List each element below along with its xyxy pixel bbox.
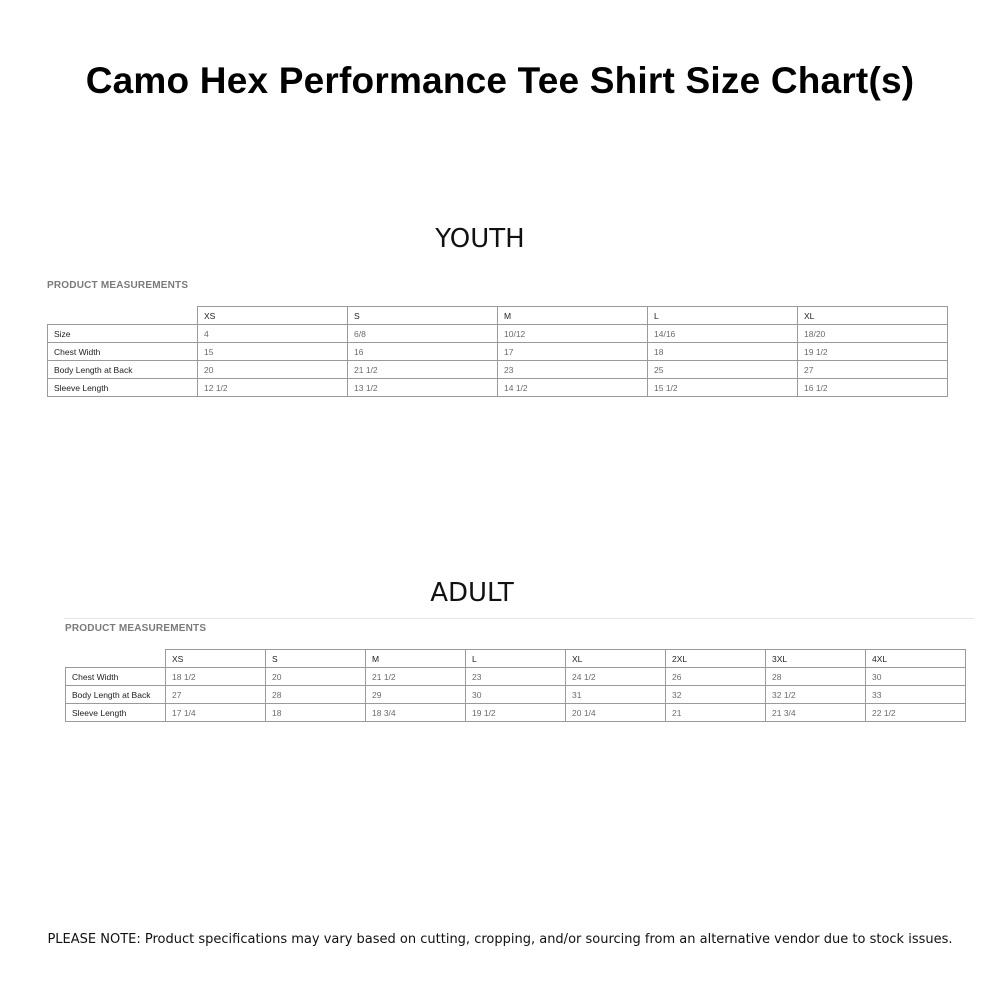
measurement-cell: 21 xyxy=(666,704,766,722)
measurement-cell: 18 3/4 xyxy=(366,704,466,722)
row-label-cell: Sleeve Length xyxy=(48,379,198,397)
youth-measurements-label: PRODUCT MEASUREMENTS xyxy=(47,280,189,291)
row-label-cell: Body Length at Back xyxy=(48,361,198,379)
table-corner-cell xyxy=(66,650,166,668)
measurement-cell: 26 xyxy=(666,668,766,686)
size-header-cell: L xyxy=(648,307,798,325)
size-header-cell: XS xyxy=(198,307,348,325)
measurement-cell: 33 xyxy=(866,686,966,704)
row-label-cell: Chest Width xyxy=(48,343,198,361)
measurement-cell: 20 1/4 xyxy=(566,704,666,722)
size-header-cell: S xyxy=(266,650,366,668)
table-row xyxy=(48,379,948,397)
size-header-cell: 2XL xyxy=(666,650,766,668)
size-header-cell: XL xyxy=(566,650,666,668)
measurement-cell: 28 xyxy=(766,668,866,686)
measurement-cell: 15 xyxy=(198,343,348,361)
row-label-cell: Body Length at Back xyxy=(66,686,166,704)
measurement-cell: 15 1/2 xyxy=(648,379,798,397)
table-row xyxy=(48,325,948,343)
measurement-cell: 21 1/2 xyxy=(348,361,498,379)
table-row xyxy=(66,668,966,686)
measurement-cell: 16 xyxy=(348,343,498,361)
adult-heading: ADULT xyxy=(430,578,514,608)
table-header-row xyxy=(66,650,966,668)
row-label-cell: Sleeve Length xyxy=(66,704,166,722)
measurement-cell: 16 1/2 xyxy=(798,379,948,397)
measurement-cell: 14 1/2 xyxy=(498,379,648,397)
table-row xyxy=(48,343,948,361)
measurement-cell: 24 1/2 xyxy=(566,668,666,686)
measurement-cell: 14/16 xyxy=(648,325,798,343)
measurement-cell: 23 xyxy=(466,668,566,686)
adult-table-body xyxy=(66,668,966,722)
adult-table-header xyxy=(66,650,966,668)
measurement-cell: 31 xyxy=(566,686,666,704)
table-row xyxy=(66,704,966,722)
size-header-cell: L xyxy=(466,650,566,668)
row-label-cell: Chest Width xyxy=(66,668,166,686)
measurement-cell: 32 1/2 xyxy=(766,686,866,704)
measurement-cell: 32 xyxy=(666,686,766,704)
youth-size-table xyxy=(47,306,948,397)
measurement-cell: 20 xyxy=(266,668,366,686)
measurement-cell: 20 xyxy=(198,361,348,379)
measurement-cell: 10/12 xyxy=(498,325,648,343)
table-row xyxy=(66,686,966,704)
adult-divider xyxy=(64,618,974,619)
row-label-cell: Size xyxy=(48,325,198,343)
measurement-cell: 28 xyxy=(266,686,366,704)
measurement-cell: 19 1/2 xyxy=(466,704,566,722)
measurement-cell: 18 xyxy=(648,343,798,361)
size-header-cell: M xyxy=(366,650,466,668)
measurement-cell: 27 xyxy=(166,686,266,704)
youth-table-body xyxy=(48,325,948,397)
measurement-cell: 13 1/2 xyxy=(348,379,498,397)
measurement-cell: 23 xyxy=(498,361,648,379)
measurement-cell: 4 xyxy=(198,325,348,343)
measurement-cell: 25 xyxy=(648,361,798,379)
measurement-cell: 17 1/4 xyxy=(166,704,266,722)
size-header-cell: M xyxy=(498,307,648,325)
measurement-cell: 18/20 xyxy=(798,325,948,343)
youth-table-header xyxy=(48,307,948,325)
size-header-cell: XS xyxy=(166,650,266,668)
adult-size-table xyxy=(65,649,966,722)
page-title: Camo Hex Performance Tee Shirt Size Chart(s) xyxy=(85,60,915,101)
table-row xyxy=(48,361,948,379)
measurement-cell: 21 1/2 xyxy=(366,668,466,686)
table-corner-cell xyxy=(48,307,198,325)
size-header-cell: 3XL xyxy=(766,650,866,668)
adult-measurements-label: PRODUCT MEASUREMENTS xyxy=(65,623,207,634)
measurement-cell: 29 xyxy=(366,686,466,704)
size-header-cell: 4XL xyxy=(866,650,966,668)
measurement-cell: 22 1/2 xyxy=(866,704,966,722)
measurement-cell: 18 1/2 xyxy=(166,668,266,686)
measurement-cell: 19 1/2 xyxy=(798,343,948,361)
measurement-cell: 6/8 xyxy=(348,325,498,343)
measurement-cell: 18 xyxy=(266,704,366,722)
measurement-cell: 17 xyxy=(498,343,648,361)
size-header-cell: XL xyxy=(798,307,948,325)
measurement-cell: 12 1/2 xyxy=(198,379,348,397)
measurement-cell: 30 xyxy=(466,686,566,704)
size-header-cell: S xyxy=(348,307,498,325)
youth-heading: YOUTH xyxy=(435,224,525,254)
disclaimer-note: PLEASE NOTE: Product specifications may vary based on cutting, cropping, and/or sourcing from an alternative vendor due to stock issues. xyxy=(47,932,953,947)
measurement-cell: 27 xyxy=(798,361,948,379)
measurement-cell: 21 3/4 xyxy=(766,704,866,722)
table-header-row xyxy=(48,307,948,325)
measurement-cell: 30 xyxy=(866,668,966,686)
